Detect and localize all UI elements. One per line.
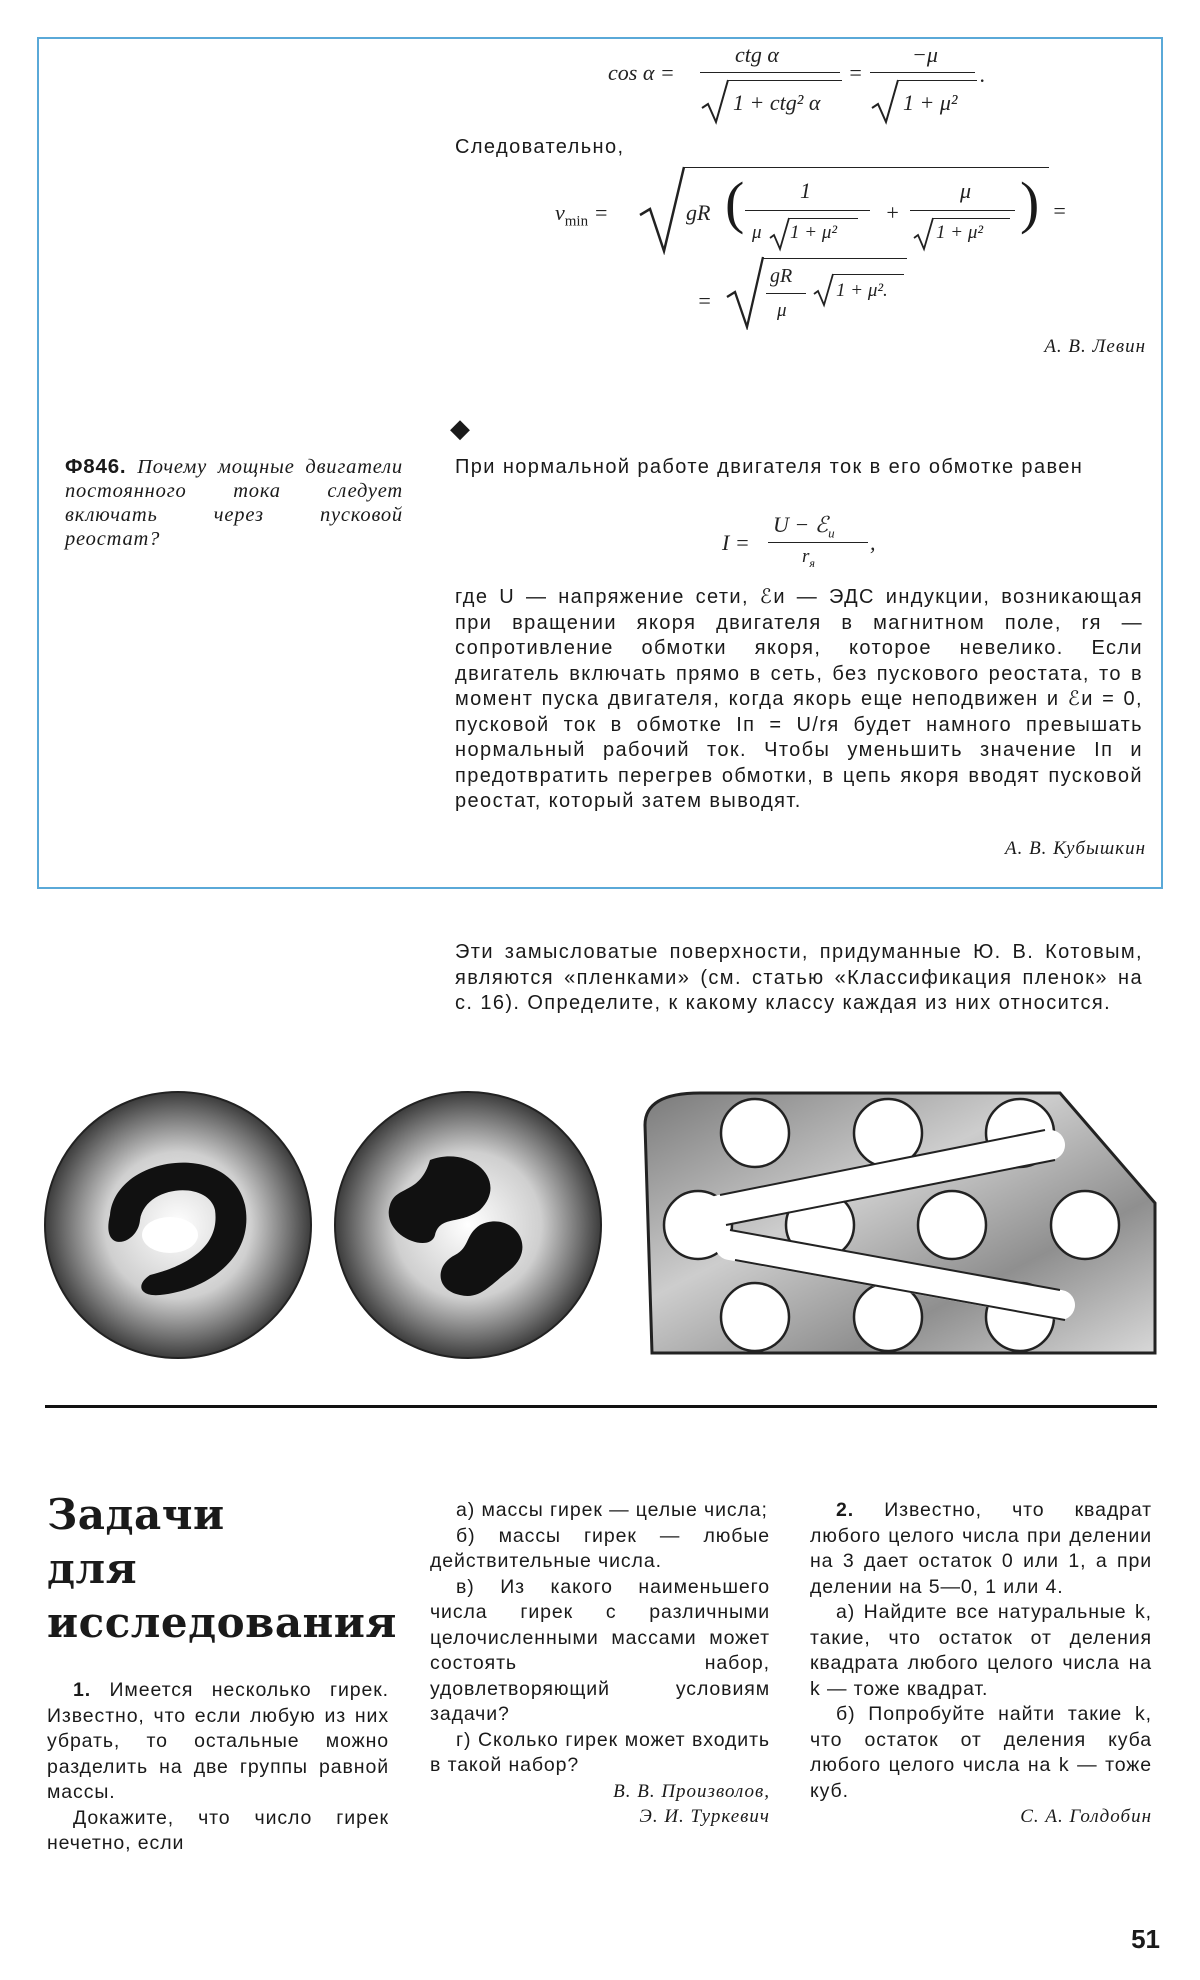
- fraction-bar: [766, 293, 806, 294]
- sqrt-bar: [788, 218, 858, 219]
- films-illustration: [40, 1085, 1165, 1365]
- sqrt-bar: [932, 218, 1010, 219]
- cos-lhs: cos α =: [608, 60, 675, 85]
- v-frac1-den-mu: μ: [752, 222, 762, 243]
- sqrt-sign: [768, 216, 790, 252]
- sqrt-sign: [812, 272, 834, 308]
- diamond-icon: ◆: [450, 414, 470, 444]
- v2-den-root: 1 + μ².: [836, 280, 888, 301]
- problem-1-start: 1. Имеется несколько гирек. Известно, что если любую из них убрать, то остальные можно разделить на две группы равной массы. Докажите, что число гирек нечетно, если: [47, 1679, 389, 1854]
- sqrt-sign: [912, 216, 934, 252]
- formula-comma: ,: [870, 530, 876, 555]
- f846-intro: При нормальной работе двигателя ток в его обмотке равен: [455, 456, 1084, 478]
- fraction-bar: [768, 542, 868, 543]
- sqrt-sign: [870, 78, 900, 126]
- page-number: 51: [1131, 1924, 1160, 1954]
- cos-den1: 1 + ctg² α: [733, 90, 821, 115]
- film-disk-two: [335, 1092, 601, 1358]
- author-kubyshkin: А. В. Кубышкин: [1004, 838, 1146, 859]
- question-f846: [65, 455, 403, 551]
- big-sqrt-sign: [725, 255, 765, 330]
- v-gr: gR: [686, 200, 711, 225]
- sqrt-bar: [762, 258, 907, 259]
- big-sqrt-sign: [638, 165, 686, 255]
- sqrt-bar: [897, 80, 977, 81]
- sqrt-bar: [832, 274, 904, 275]
- film-plate: [645, 1093, 1155, 1353]
- f846-solution-body: где U — напряжение сети, ℰи — ЭДС индукции, возникающая при вращении якоря двигателя в магнитном поле, rя — сопротивление обмотки якоря, которое невелико. Если двигатель включать прямо в сеть, без пускового реостата, то в момент пуска двигателя, когда якорь еще неподвижен и ℰи = 0, пусковой ток в обмотке Iп = U/rя будет намного превышать нормальный рабочий ток. Чтобы уменьшить значение Iп и предотвратить перегрев обмотки, в цепь якоря вводят пусковой реостат, который затем выводят.: [455, 586, 1143, 812]
- vmin-symbol: $v_{min}$ =: [555, 200, 609, 230]
- problem-1-continued: а) массы гирек — целые числа; б) массы гирек — любые действительные числа. в) Из какого наименьшего числа гирек с различными целочисленными массами может состоять набор, удовлетворяющий условиям задачи? г) Сколько гирек может входить в такой набор? В. В. Произволов, Э. И. Туркевич: [430, 1498, 770, 1830]
- cos-num2: −μ: [912, 42, 938, 67]
- sqrt-bar: [727, 80, 842, 81]
- p1-author1: В. В. Произволов,: [613, 1780, 770, 1802]
- current-formula-lhs: I =: [722, 530, 750, 555]
- fraction-bar: [700, 72, 840, 73]
- v2-den-mu: μ: [777, 300, 787, 321]
- problem-1-number: 1.: [73, 1679, 92, 1701]
- v-frac1-num: 1: [800, 178, 811, 203]
- current-formula-den: $r_я$: [802, 546, 815, 570]
- question-text: Почему мощные двигатели постоянного тока следует включать через пусковой реостат?: [65, 456, 403, 550]
- fraction-bar: [745, 210, 870, 211]
- section-divider: [45, 1405, 1157, 1408]
- cos-den2: 1 + μ²: [903, 90, 958, 115]
- film-disk-one: [45, 1092, 311, 1358]
- therefore-text: Следовательно,: [455, 136, 625, 158]
- cos-num1: ctg α: [735, 42, 779, 67]
- section-title: Задачи для исследования: [47, 1490, 397, 1647]
- v-frac2-den: 1 + μ²: [936, 222, 984, 243]
- p1-author2: Э. И. Туркевич: [639, 1806, 770, 1827]
- p2-author: С. А. Голдобин: [1020, 1806, 1152, 1827]
- sqrt-sign: [700, 78, 730, 126]
- v-frac1-den-root: 1 + μ²: [790, 222, 838, 243]
- fraction-bar: [910, 210, 1015, 211]
- author-levin: А. В. Левин: [1044, 336, 1146, 357]
- v2-num: gR: [770, 265, 793, 287]
- current-formula-num: U − ℰ$_и$: [773, 512, 835, 541]
- problem-number: Ф846.: [65, 455, 127, 478]
- problem-2: 2. Известно, что квадрат любого целого числа при делении на 3 дает остаток 0 или 1, а при делении на 5—0, 1 или 4. а) Найдите все натуральные k, такие, что остаток от деления квадрата любого целого числа на k — тоже квадрат. б) Попробуйте найти такие k, что остаток от деления куба любого целого числа на k — тоже куб. С. А. Голдобин: [810, 1498, 1152, 1830]
- v-frac2-num: μ: [960, 178, 972, 203]
- films-caption: Эти замысловатые поверхности, придуманные Ю. В. Котовым, являются «пленками» (см. статью «Классификация пленок» на с. 16). Определите, к какому классу каждая из них относится.: [455, 941, 1143, 1014]
- fraction-bar: [870, 72, 975, 73]
- problem-2-number: 2.: [836, 1499, 855, 1521]
